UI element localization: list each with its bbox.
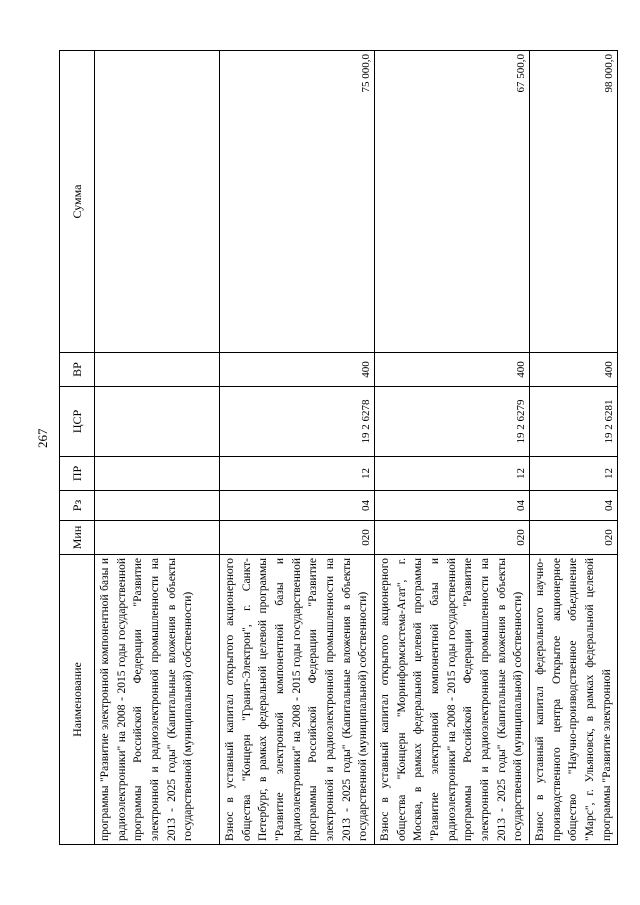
header-csr: ЦСР	[60, 387, 95, 457]
row-sum: 67 500,0	[375, 51, 530, 353]
row-name: программы "Развитие электронной компонентной базы и радиоэлектроники" на 2008 - 2015 годы государственной программы Российской Федерации "Развитие электронной и радиоэлектронной промышленности на 2013 - 2025 годы" (Капитальные вложения в объекты государственной (муниципальной) собственности)	[95, 555, 220, 845]
row-sum: 98 000,0	[530, 51, 618, 353]
row-csr: 19 2 6279	[375, 387, 530, 457]
budget-table-rotated	[59, 51, 616, 845]
header-name: Наименование	[60, 555, 95, 845]
table-row	[220, 51, 375, 845]
row-min	[95, 521, 220, 555]
header-vr: ВР	[60, 353, 95, 387]
row-vr: 400	[220, 353, 375, 387]
row-name: Взнос в уставный капитал открытого акционерного общества "Концерн "Гранит-Электрон", г. Санкт-Петербург, в рамках федеральной целевой программы "Развитие электронной компонентной базы и радиоэлектроники" на 2008 - 2015 годы государственной программы Российской Федерации "Развитие электронной и радиоэлектронной промышленности на 2013 - 2025 годы" (Капитальные вложения в объекты государственной (муниципальной) собственности)	[220, 555, 375, 845]
row-rz	[95, 491, 220, 521]
table-row	[95, 51, 220, 845]
row-rz: 04	[530, 491, 618, 521]
row-pr: 12	[220, 457, 375, 491]
page-number: 267	[35, 428, 50, 448]
header-rz: Рз	[60, 491, 95, 521]
row-pr: 12	[375, 457, 530, 491]
table-row	[375, 51, 530, 845]
budget-table	[59, 50, 618, 845]
row-pr: 12	[530, 457, 618, 491]
row-sum	[95, 51, 220, 353]
row-rz: 04	[220, 491, 375, 521]
row-name: Взнос в уставный капитал федерального научно-производственного центра Открытое акционерное общество "Научно-производственное объединение "Марс", г. Ульяновск, в рамках федеральной целевой программы "Развитие электронной	[530, 555, 618, 845]
header-sum: Сумма	[60, 51, 95, 353]
row-min: 020	[375, 521, 530, 555]
row-pr	[95, 457, 220, 491]
row-name: Взнос в уставный капитал открытого акционерного общества "Концерн "Моринформсистема-Агат", г. Москва, в рамках федеральной целевой программы "Развитие электронной компонентной базы и радиоэлектроники" на 2008 - 2015 годы государственной программы Российской Федерации "Развитие электронной и радиоэлектронной промышленности на 2013 - 2025 годы" (Капитальные вложения в объекты государственной (муниципальной) собственности)	[375, 555, 530, 845]
row-min: 020	[530, 521, 618, 555]
row-rz: 04	[375, 491, 530, 521]
row-min: 020	[220, 521, 375, 555]
header-pr: ПР	[60, 457, 95, 491]
row-csr	[95, 387, 220, 457]
row-csr: 19 2 6278	[220, 387, 375, 457]
row-vr	[95, 353, 220, 387]
table-row	[530, 51, 618, 845]
row-sum: 75 000,0	[220, 51, 375, 353]
row-vr: 400	[375, 353, 530, 387]
row-csr: 19 2 6281	[530, 387, 618, 457]
header-min: Мин	[60, 521, 95, 555]
table-header-row	[60, 51, 95, 845]
row-vr: 400	[530, 353, 618, 387]
